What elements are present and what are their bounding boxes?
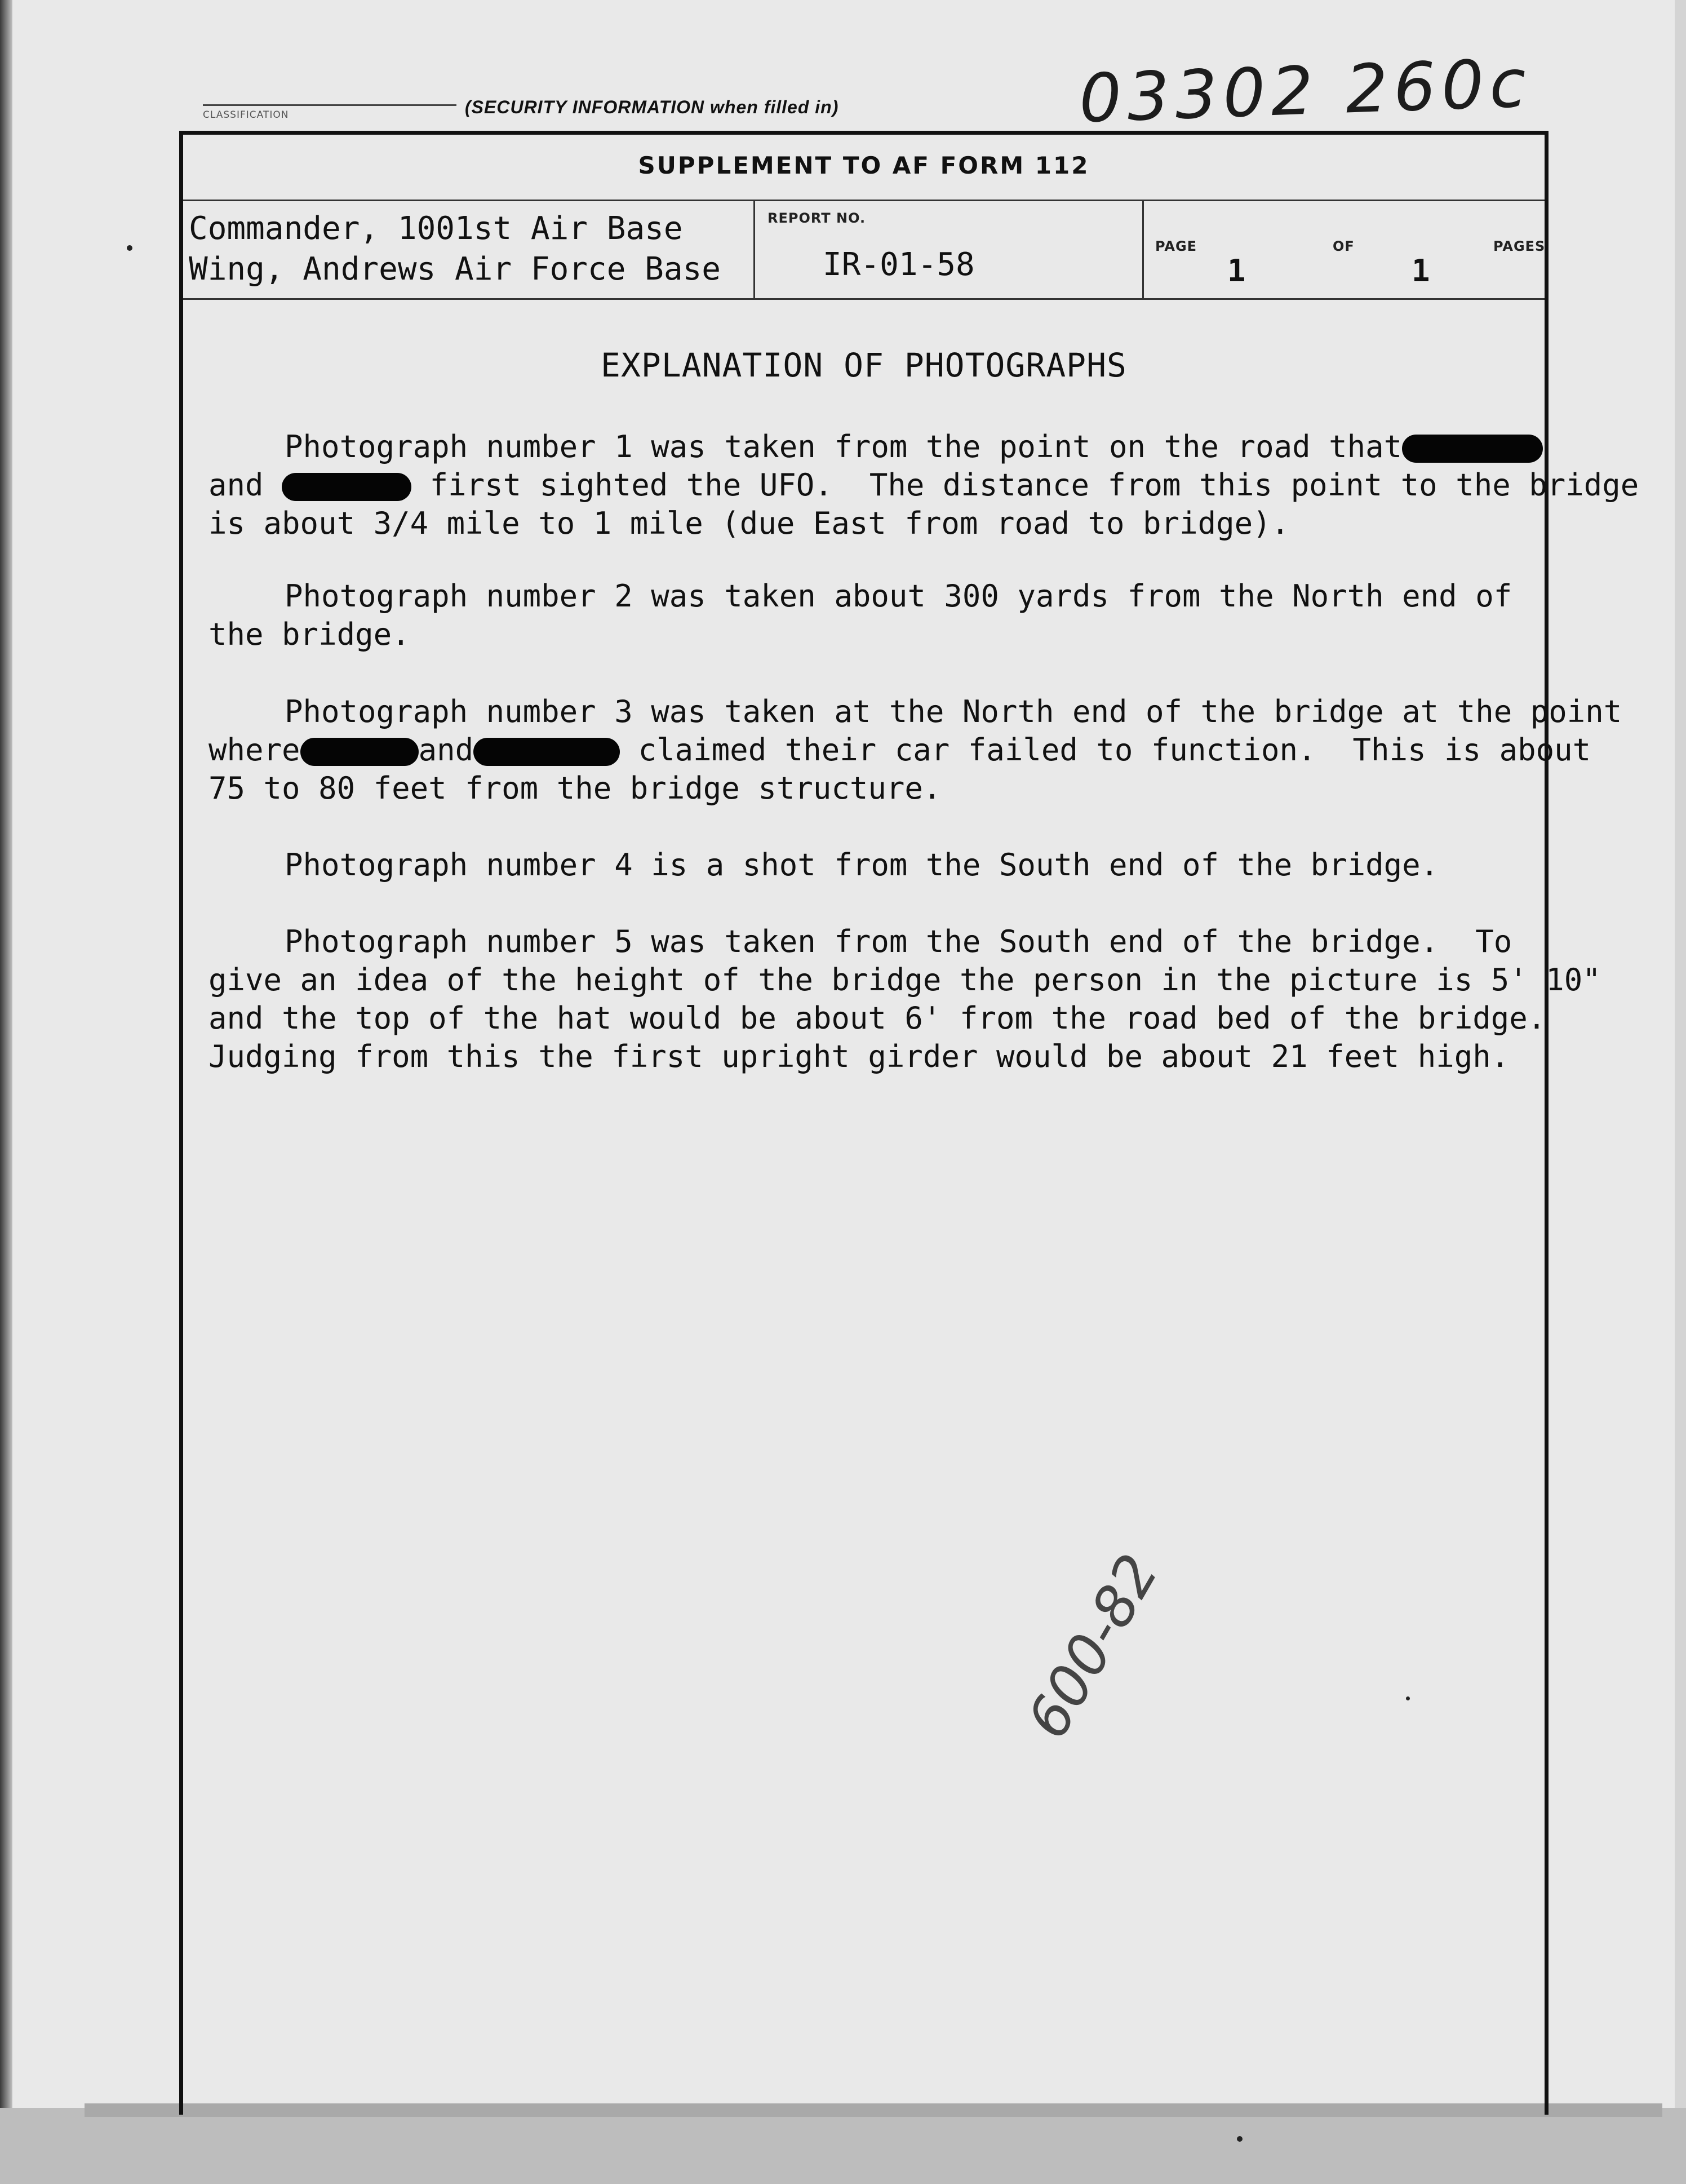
paragraph-5 — [208, 923, 1601, 1076]
redaction-mark — [1402, 435, 1543, 463]
from-cell — [183, 201, 755, 298]
scan-speck — [127, 245, 132, 251]
scan-speck — [1406, 1696, 1410, 1700]
paragraph-2 — [208, 577, 1521, 654]
scan-left-edge — [0, 0, 12, 2184]
paragraph-3-line-2: where and claimed their car failed to function. This is about — [208, 732, 1591, 768]
redaction-mark — [282, 473, 411, 501]
paragraph-1 — [208, 428, 1639, 543]
form-title: SUPPLEMENT TO AF FORM 112 — [638, 152, 1090, 179]
redaction-mark — [300, 738, 419, 766]
paragraph-5-line-2: give an idea of the height of the bridge the person in the picture is 5' 10" — [208, 962, 1601, 998]
page-current: 1 — [1227, 253, 1246, 289]
paragraph-2-line-2: the bridge. — [208, 617, 410, 652]
classification-rule — [203, 104, 456, 106]
scan-speck — [1237, 2136, 1243, 2142]
paragraph-5-line-3: and the top of the hat would be about 6' from the road bed of the bridge. — [208, 1000, 1546, 1036]
security-information-note: (SECURITY INFORMATION when filled in) — [465, 97, 839, 117]
scan-bottom-edge — [0, 2108, 1686, 2184]
paragraph-5-line-4: Judging from this the first upright girder would be about 21 feet high. — [208, 1039, 1510, 1074]
paragraph-5-line-1: Photograph number 5 was taken from the South end of the bridge. To — [285, 924, 1512, 959]
handwritten-file-number: 03302 260c — [1077, 44, 1533, 138]
report-number-label: REPORT NO. — [767, 210, 866, 226]
paragraph-1-line-1: Photograph number 1 was taken from the point on the road that — [208, 428, 1521, 466]
pages-cell — [1144, 201, 1549, 298]
paragraph-3-line-3: 75 to 80 feet from the bridge structure. — [208, 770, 942, 806]
document-heading: EXPLANATION OF PHOTOGRAPHS — [601, 346, 1127, 384]
classification-label: CLASSIFICATION — [203, 109, 289, 121]
redaction-mark — [473, 738, 620, 766]
of-label: OF — [1333, 238, 1355, 254]
form-frame — [179, 131, 1639, 2115]
scan-right-edge — [1675, 0, 1686, 2184]
from-line-2: Wing, Andrews Air Force Base — [189, 251, 721, 287]
form-header-row — [183, 201, 1545, 300]
page-total: 1 — [1412, 253, 1430, 289]
paragraph-2-line-1: Photograph number 2 was taken about 300 yards from the North end of — [285, 578, 1512, 614]
paragraph-3-line-1: Photograph number 3 was taken at the North end of the bridge at the point — [285, 694, 1622, 729]
page-label: PAGE — [1155, 238, 1197, 254]
paragraph-4 — [208, 846, 1521, 884]
report-number-cell — [755, 201, 1144, 298]
paragraph-3 — [208, 693, 1622, 808]
paragraph-1-line-2: and first sighted the UFO. The distance from this point to the bridge — [208, 467, 1639, 503]
report-number-value: IR-01-58 — [823, 246, 975, 283]
pages-label: PAGES — [1493, 238, 1546, 254]
paragraph-4-line-1: Photograph number 4 is a shot from the South end of the bridge. — [285, 847, 1439, 883]
paragraph-1-line-3: is about 3/4 mile to 1 mile (due East from road to bridge). — [208, 506, 1290, 541]
from-line-1: Commander, 1001st Air Base — [189, 210, 683, 247]
handwritten-note: 600-82 — [1014, 1543, 1172, 1749]
